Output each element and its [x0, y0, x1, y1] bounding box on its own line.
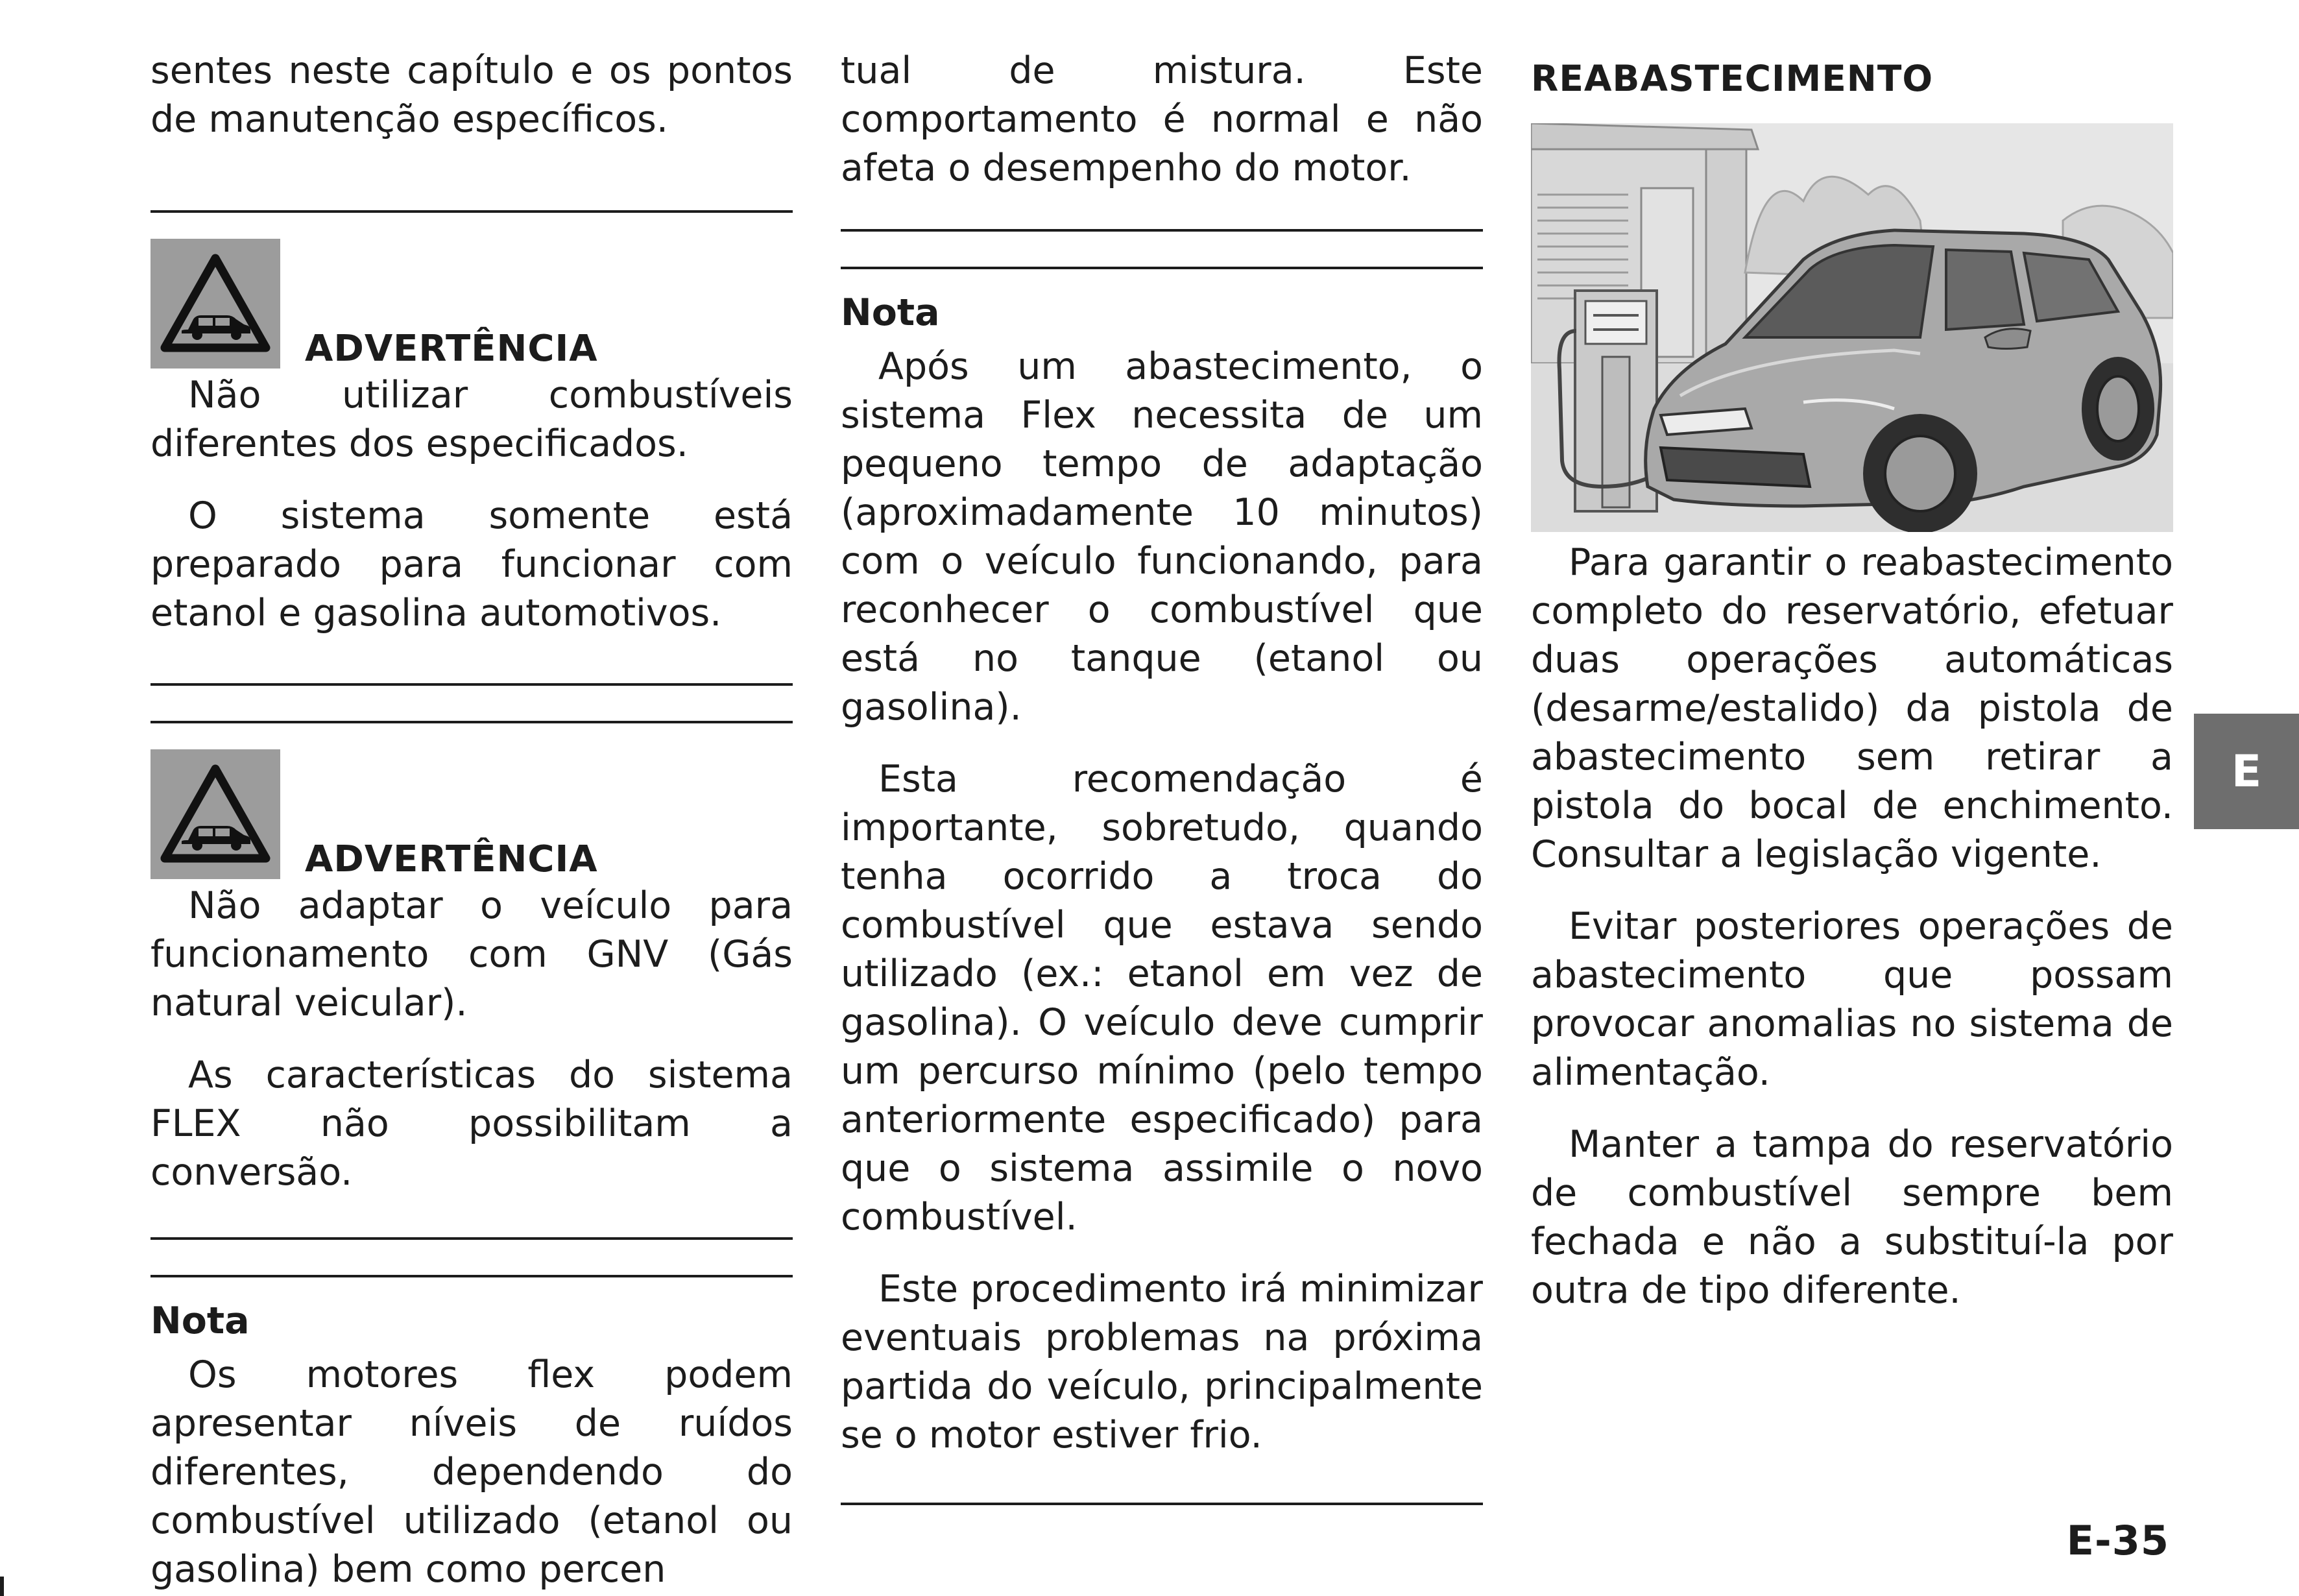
refuel-text-2: Evitar posteriores operações de abastecimento que possam provocar anomalias no sistema de alimentação. — [1531, 905, 2173, 1094]
divider — [841, 1503, 1483, 1505]
column-1 — [150, 47, 793, 1594]
warning-triangle-car-icon — [150, 749, 280, 879]
col1-intro-text: sentes neste capítulo e os pontos de manutenção específicos. — [150, 49, 793, 141]
warning-1-text-2: O sistema somente está preparado para funcionar com etanol e gasolina automotivos. — [150, 494, 793, 635]
warning-title: ADVERTÊNCIA — [305, 838, 598, 880]
divider — [150, 1275, 793, 1277]
note-title: Nota — [841, 291, 940, 334]
column-2 — [841, 47, 1483, 1505]
warning-block-1 — [150, 239, 793, 369]
page-number: E-35 — [2066, 1517, 2169, 1564]
warning-2-text-2: As características do sistema FLEX não possibilitam a conversão. — [150, 1054, 793, 1194]
refuel-text-3: Manter a tampa do reservatório de combustível sempre bem fechada e não a substituí-la por outra de tipo diferente. — [1531, 1123, 2173, 1312]
col2-note-text-3: Este procedimento irá minimizar eventuais problemas na próxima partida do veículo, principalmente se o motor estiver frio. — [841, 1268, 1483, 1457]
car-refueling-illustration — [1531, 123, 2173, 532]
warning-1-text-1: Não utilizar combustíveis diferentes dos especificados. — [150, 374, 793, 465]
refuel-text-1: Para garantir o reabastecimento completo do reservatório, efetuar duas operações automáticas (desarme/estalido) da pistola de abastecimento sem retirar a pistola do bocal de enchimento. Consultar a legislação vigente. — [1531, 541, 2173, 876]
divider — [841, 229, 1483, 232]
col2-note-text-1: Após um abastecimento, o sistema Flex necessita de um pequeno tempo de adaptação (aproximadamente 10 minutos) com o veículo funcionando, para reconhecer o combustível que está no tanque (etanol ou gasolina). — [841, 345, 1483, 729]
warning-2-text-1: Não adaptar o veículo para funcionamento com GNV (Gás natural veicular). — [150, 884, 793, 1024]
divider — [150, 721, 793, 723]
section-tab: E — [2194, 714, 2299, 829]
divider — [150, 210, 793, 213]
crop-mark — [0, 1577, 4, 1596]
note-title: Nota — [150, 1300, 250, 1342]
warning-title: ADVERTÊNCIA — [305, 328, 598, 370]
col2-note-text-2: Esta recomendação é importante, sobretudo, quando tenha ocorrido a troca do combustível que estava sendo utilizado (ex.: etanol em vez de gasolina). O veículo deve cumprir um percurso mínimo (pelo tempo anteriormente especificado) para que o sistema assimile o novo combustível. — [841, 758, 1483, 1239]
warning-triangle-car-icon — [150, 239, 280, 369]
section-title: REABASTECIMENTO — [1531, 58, 1934, 99]
col2-intro-text: tual de mistura. Este comportamento é normal e não afeta o desempenho do motor. — [841, 49, 1483, 189]
col1-note-text: Os motores flex podem apresentar níveis de ruídos diferentes, dependendo do combustível utilizado (etanol ou gasolina) bem como percen — [150, 1353, 793, 1591]
column-3 — [1531, 47, 2173, 1315]
divider — [150, 1237, 793, 1240]
divider — [150, 683, 793, 686]
divider — [841, 267, 1483, 269]
warning-block-2 — [150, 749, 793, 879]
